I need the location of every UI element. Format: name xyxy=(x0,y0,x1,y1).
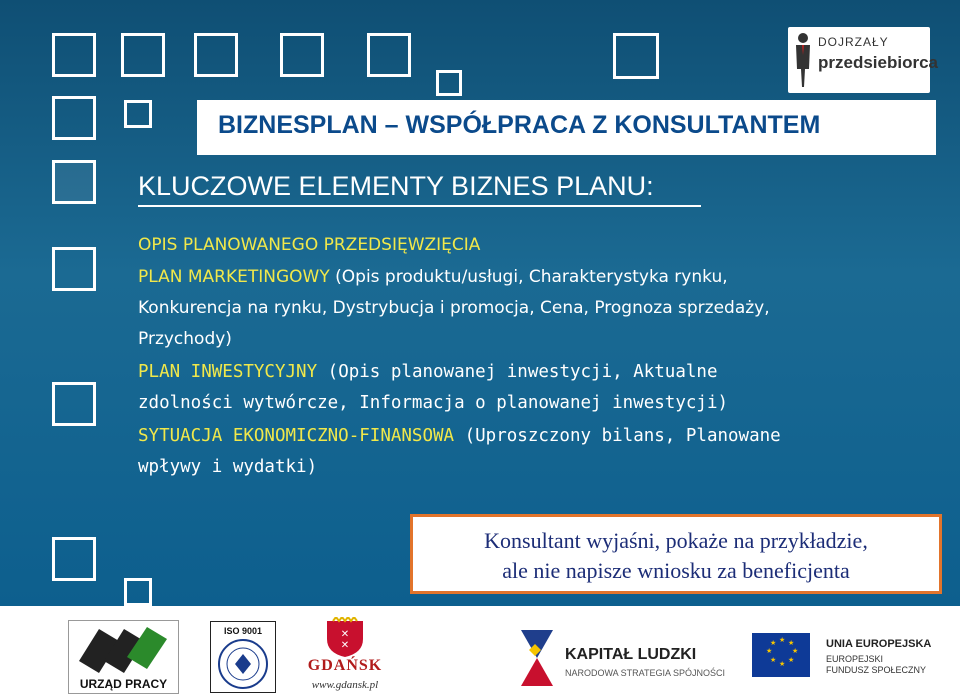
gdansk-caption: GDAŃSK xyxy=(307,657,383,674)
svg-text:★: ★ xyxy=(788,656,795,664)
subtitle-underline xyxy=(138,205,701,207)
svg-text:★: ★ xyxy=(766,647,773,655)
page-title: BIZNESPLAN – WSPÓŁPRACA Z KONSULTANTEM xyxy=(218,111,821,139)
list-item xyxy=(138,230,928,261)
svg-text:✕: ✕ xyxy=(340,640,350,651)
iso-caption: ISO 9001 xyxy=(223,626,263,636)
decor-square xyxy=(52,33,96,77)
kapital-ludzki-icon xyxy=(515,628,559,688)
cards-icon xyxy=(69,621,178,677)
item-text: (Opis planowanej inwestycji, Aktualne zdolności wytwórcze, Informacja o planowanej inwestycji) xyxy=(138,362,729,413)
decor-square xyxy=(52,382,96,426)
decor-square xyxy=(52,96,96,140)
eu-subtitle-line2: FUNDUSZ SPOŁECZNY xyxy=(826,665,927,675)
item-label: OPIS PLANOWANEGO PRZEDSIĘWZIĘCIA xyxy=(138,235,481,255)
item-text: (Opis produktu/usługi, Charakterystyka rynku, Konkurencja na rynku, Dystrybucja i promocja, Cena, Prognoza sprzedaży, Przychody) xyxy=(138,267,770,349)
decor-square xyxy=(121,33,165,77)
eu-logo xyxy=(738,628,948,690)
list-item xyxy=(138,357,798,419)
gdansk-logo xyxy=(305,617,385,697)
kapital-ludzki-subtitle: NARODOWA STRATEGIA SPÓJNOŚCI xyxy=(565,668,726,678)
svg-text:★: ★ xyxy=(779,660,786,668)
section-subtitle: KLUCZOWE ELEMENTY BIZNES PLANU: xyxy=(138,171,654,201)
decor-square xyxy=(124,578,152,606)
decor-square xyxy=(280,33,324,77)
decor-square xyxy=(52,247,96,291)
consultant-callout xyxy=(410,514,942,594)
callout-line2: ale nie napisze wniosku za beneficjenta xyxy=(502,558,850,583)
urzad-pracy-caption: URZĄD PRACY xyxy=(79,677,168,691)
gdansk-crest-icon xyxy=(305,617,385,657)
eu-title: UNIA EUROPEJSKA xyxy=(826,638,932,650)
iso-seal-icon xyxy=(211,636,275,696)
item-label: SYTUACJA EKONOMICZNO-FINANSOWA xyxy=(138,426,455,446)
svg-text:★: ★ xyxy=(788,639,795,647)
decor-square xyxy=(52,537,96,581)
gdansk-url: www.gdansk.pl xyxy=(311,679,379,691)
kapital-ludzki-logo xyxy=(515,628,726,690)
kapital-ludzki-title: KAPITAŁ LUDZKI xyxy=(565,646,697,663)
list-item xyxy=(138,421,818,483)
eu-subtitle-line1: EUROPEJSKI xyxy=(826,654,884,664)
svg-text:✕: ✕ xyxy=(340,629,350,640)
dojrzaly-przedsiebiorca-logo xyxy=(788,27,938,93)
decor-square xyxy=(436,70,462,96)
svg-text:★: ★ xyxy=(792,647,799,655)
businessman-icon xyxy=(792,31,814,89)
callout-line1: Konsultant wyjaśni, pokaże na przykładzie, xyxy=(484,528,868,553)
svg-text:★: ★ xyxy=(779,636,786,644)
decor-square xyxy=(613,33,659,79)
svg-text:★: ★ xyxy=(770,656,777,664)
svg-text:★: ★ xyxy=(770,639,777,647)
logo-text-line1: DOJRZAŁY xyxy=(818,35,889,49)
decor-square xyxy=(124,100,152,128)
decor-square xyxy=(367,33,411,77)
decor-square xyxy=(52,160,96,204)
urzad-pracy-logo xyxy=(68,620,179,694)
logo-text-line2: przedsiebiorca xyxy=(818,53,938,72)
eu-flag-icon xyxy=(752,633,810,677)
item-text: (Uproszczony bilans, Planowane wpływy i wydatki) xyxy=(138,426,781,477)
item-label: PLAN INWESTYCYJNY xyxy=(138,362,318,382)
eu-subtitle xyxy=(826,654,926,676)
iso-logo xyxy=(210,621,276,693)
item-label: PLAN MARKETINGOWY xyxy=(138,267,330,287)
list-item xyxy=(138,262,798,355)
decor-square xyxy=(194,33,238,77)
